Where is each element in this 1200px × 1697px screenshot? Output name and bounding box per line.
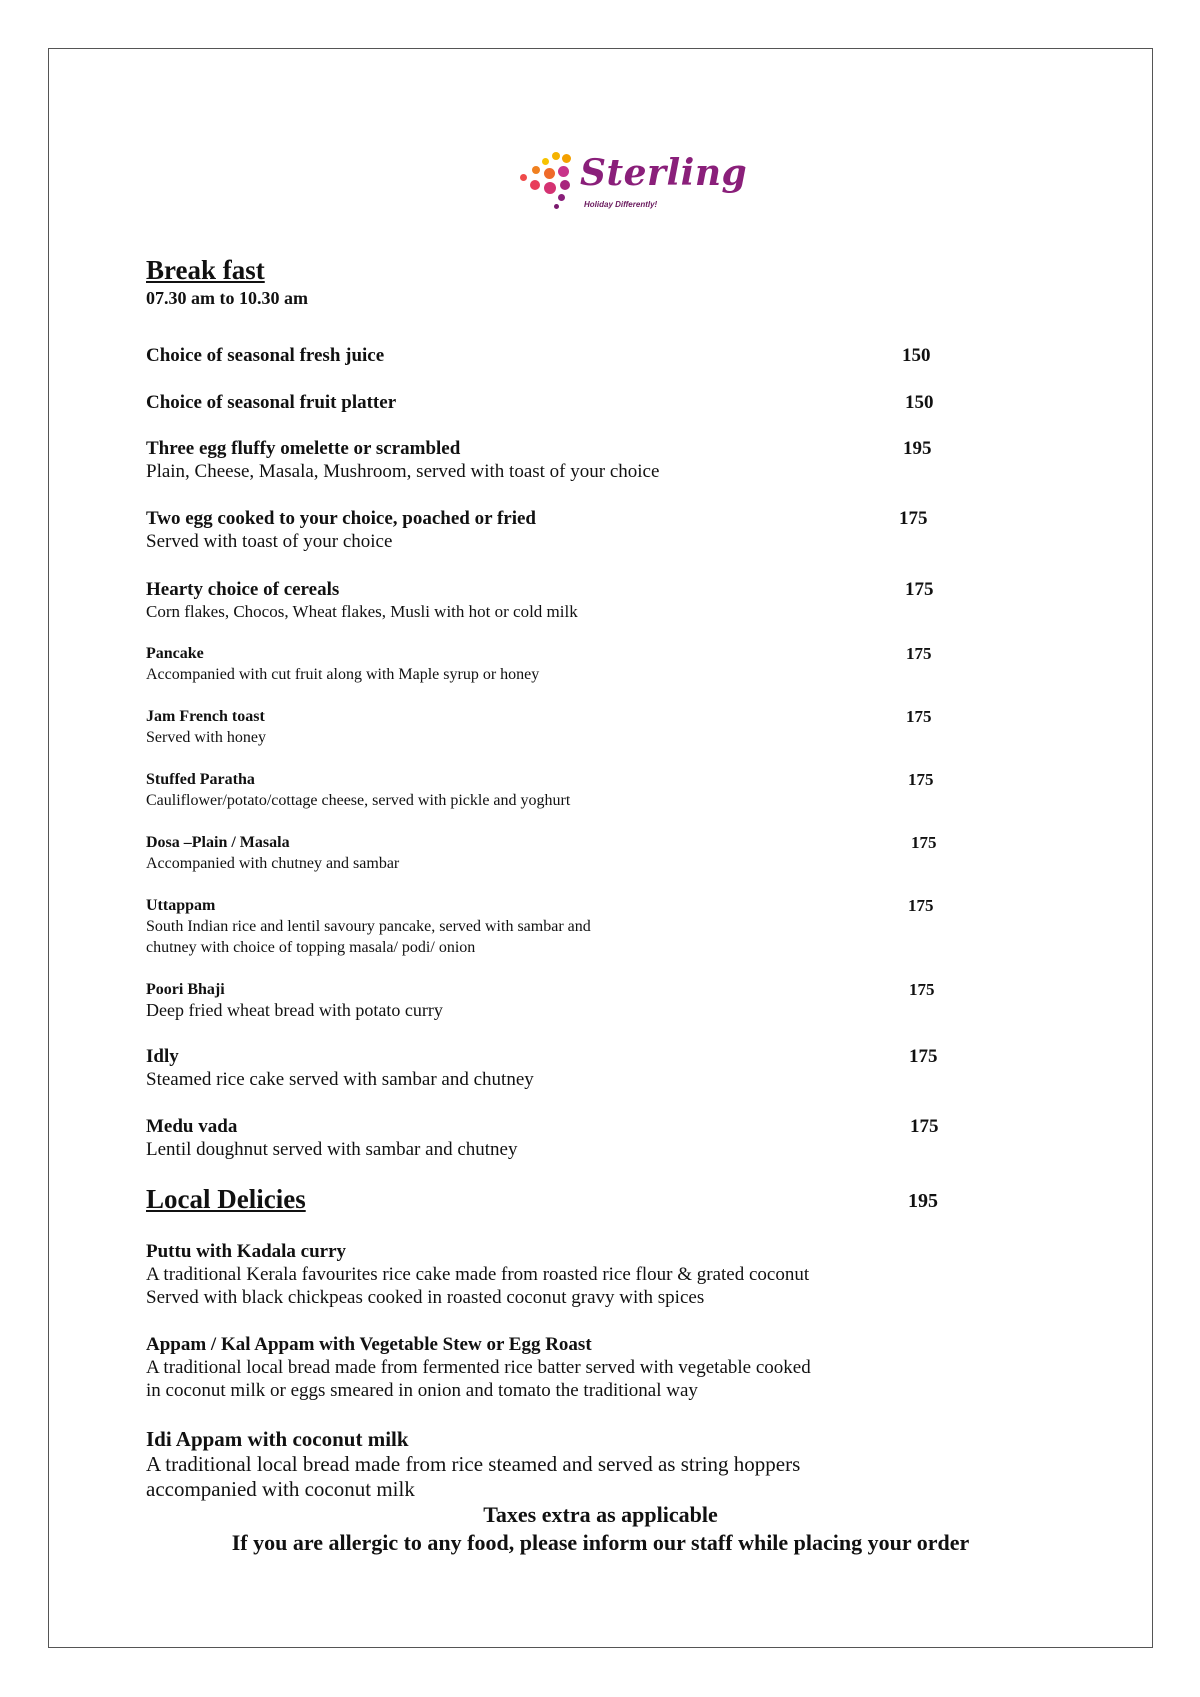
item-name: Idi Appam with coconut milk [146, 1427, 409, 1451]
local-delicies-price: 195 [908, 1190, 938, 1212]
item-description: Accompanied with cut fruit along with Maple syrup or honey [146, 666, 540, 683]
item-price: 175 [908, 896, 934, 915]
item-description: chutney with choice of topping masala/ podi/ onion [146, 939, 476, 956]
menu-item [146, 391, 396, 414]
item-description: Accompanied with chutney and sambar [146, 855, 400, 872]
item-description: in coconut milk or eggs smeared in onion and tomato the traditional way [146, 1380, 698, 1401]
logo-dot [562, 154, 571, 163]
logo-dot [542, 158, 549, 165]
item-name: Poori Bhaji [146, 981, 225, 998]
item-description: A traditional local bread made from rice steamed and served as string hoppers [146, 1452, 801, 1476]
logo-dot [532, 166, 540, 174]
item-description: Served with toast of your choice [146, 531, 393, 552]
item-description: A traditional Kerala favourites rice cake made from roasted rice flour & grated coconut [146, 1264, 810, 1285]
logo-dot [560, 180, 570, 190]
menu-item [146, 437, 659, 483]
item-name: Dosa –Plain / Masala [146, 834, 290, 851]
logo-dot [552, 152, 560, 160]
item-name: Puttu with Kadala curry [146, 1241, 347, 1262]
item-description: Lentil doughnut served with sambar and chutney [146, 1139, 518, 1160]
item-price: 175 [909, 980, 935, 999]
item-name: Medu vada [146, 1116, 238, 1137]
menu-item [146, 344, 384, 367]
item-name: Hearty choice of cereals [146, 579, 340, 600]
taxes-note: Taxes extra as applicable [483, 1502, 718, 1527]
item-description: Served with black chickpeas cooked in roasted coconut gravy with spices [146, 1287, 705, 1308]
menu-item [146, 979, 443, 1021]
menu-item [146, 832, 399, 874]
item-description: Served with honey [146, 729, 266, 746]
menu-item [146, 1045, 534, 1091]
item-price: 175 [911, 833, 937, 852]
item-price: 175 [906, 707, 932, 726]
allergy-note: If you are allergic to any food, please inform our staff while placing your order [231, 1530, 970, 1555]
menu-item [146, 643, 539, 685]
item-description: Corn flakes, Chocos, Wheat flakes, Musli with hot or cold milk [146, 602, 578, 621]
item-description: South Indian rice and lentil savoury pancake, served with sambar and [146, 918, 591, 935]
brand-tagline: Holiday Differently! [584, 200, 658, 209]
menu-item [146, 1427, 800, 1502]
menu-item [146, 507, 536, 553]
logo-dot [554, 204, 559, 209]
item-description: accompanied with coconut milk [146, 1477, 415, 1501]
item-name: Uttappam [146, 897, 216, 914]
breakfast-hours: 07.30 am to 10.30 am [146, 288, 308, 308]
item-price: 175 [909, 1046, 938, 1067]
logo-dot [530, 180, 540, 190]
item-name: Pancake [146, 645, 204, 662]
logo-dot [520, 174, 527, 181]
item-price: 175 [908, 770, 934, 789]
item-price: 175 [899, 508, 928, 529]
item-price: 150 [905, 392, 934, 413]
menu-item [146, 1240, 809, 1309]
menu-item [146, 769, 570, 811]
item-description: Steamed rice cake served with sambar and chutney [146, 1069, 534, 1090]
item-name: Choice of seasonal fresh juice [146, 345, 385, 366]
item-name: Appam / Kal Appam with Vegetable Stew or Egg Roast [146, 1334, 592, 1355]
item-name: Jam French toast [146, 708, 265, 725]
local-delicies-title: Local Delicies [146, 1184, 306, 1214]
item-description: Deep fried wheat bread with potato curry [146, 1000, 443, 1020]
logo-dot [544, 182, 556, 194]
item-price: 175 [910, 1116, 939, 1137]
sterling-logo [512, 150, 748, 212]
item-price: 195 [903, 438, 932, 459]
item-price: 150 [902, 345, 931, 366]
item-name: Two egg cooked to your choice, poached or fried [146, 508, 536, 529]
item-description: Plain, Cheese, Masala, Mushroom, served with toast of your choice [146, 461, 660, 482]
item-description: Cauliflower/potato/cottage cheese, served with pickle and yoghurt [146, 792, 571, 809]
breakfast-title: Break fast [146, 255, 265, 285]
menu-item [146, 895, 591, 958]
item-name: Three egg fluffy omelette or scrambled [146, 438, 461, 459]
item-name: Stuffed Paratha [146, 771, 255, 788]
brand-name: Sterling [580, 152, 748, 194]
menu-item [146, 578, 578, 622]
item-name: Choice of seasonal fruit platter [146, 392, 397, 413]
item-price: 175 [905, 579, 934, 600]
item-description: A traditional local bread made from fermented rice batter served with vegetable cooked [146, 1357, 811, 1378]
logo-dot [558, 166, 569, 177]
logo-dot [558, 194, 565, 201]
menu-item [146, 1115, 517, 1161]
menu-item [146, 1333, 811, 1402]
logo-dot [544, 168, 555, 179]
menu-item [146, 706, 266, 748]
item-name: Idly [146, 1046, 179, 1067]
item-price: 175 [906, 644, 932, 663]
